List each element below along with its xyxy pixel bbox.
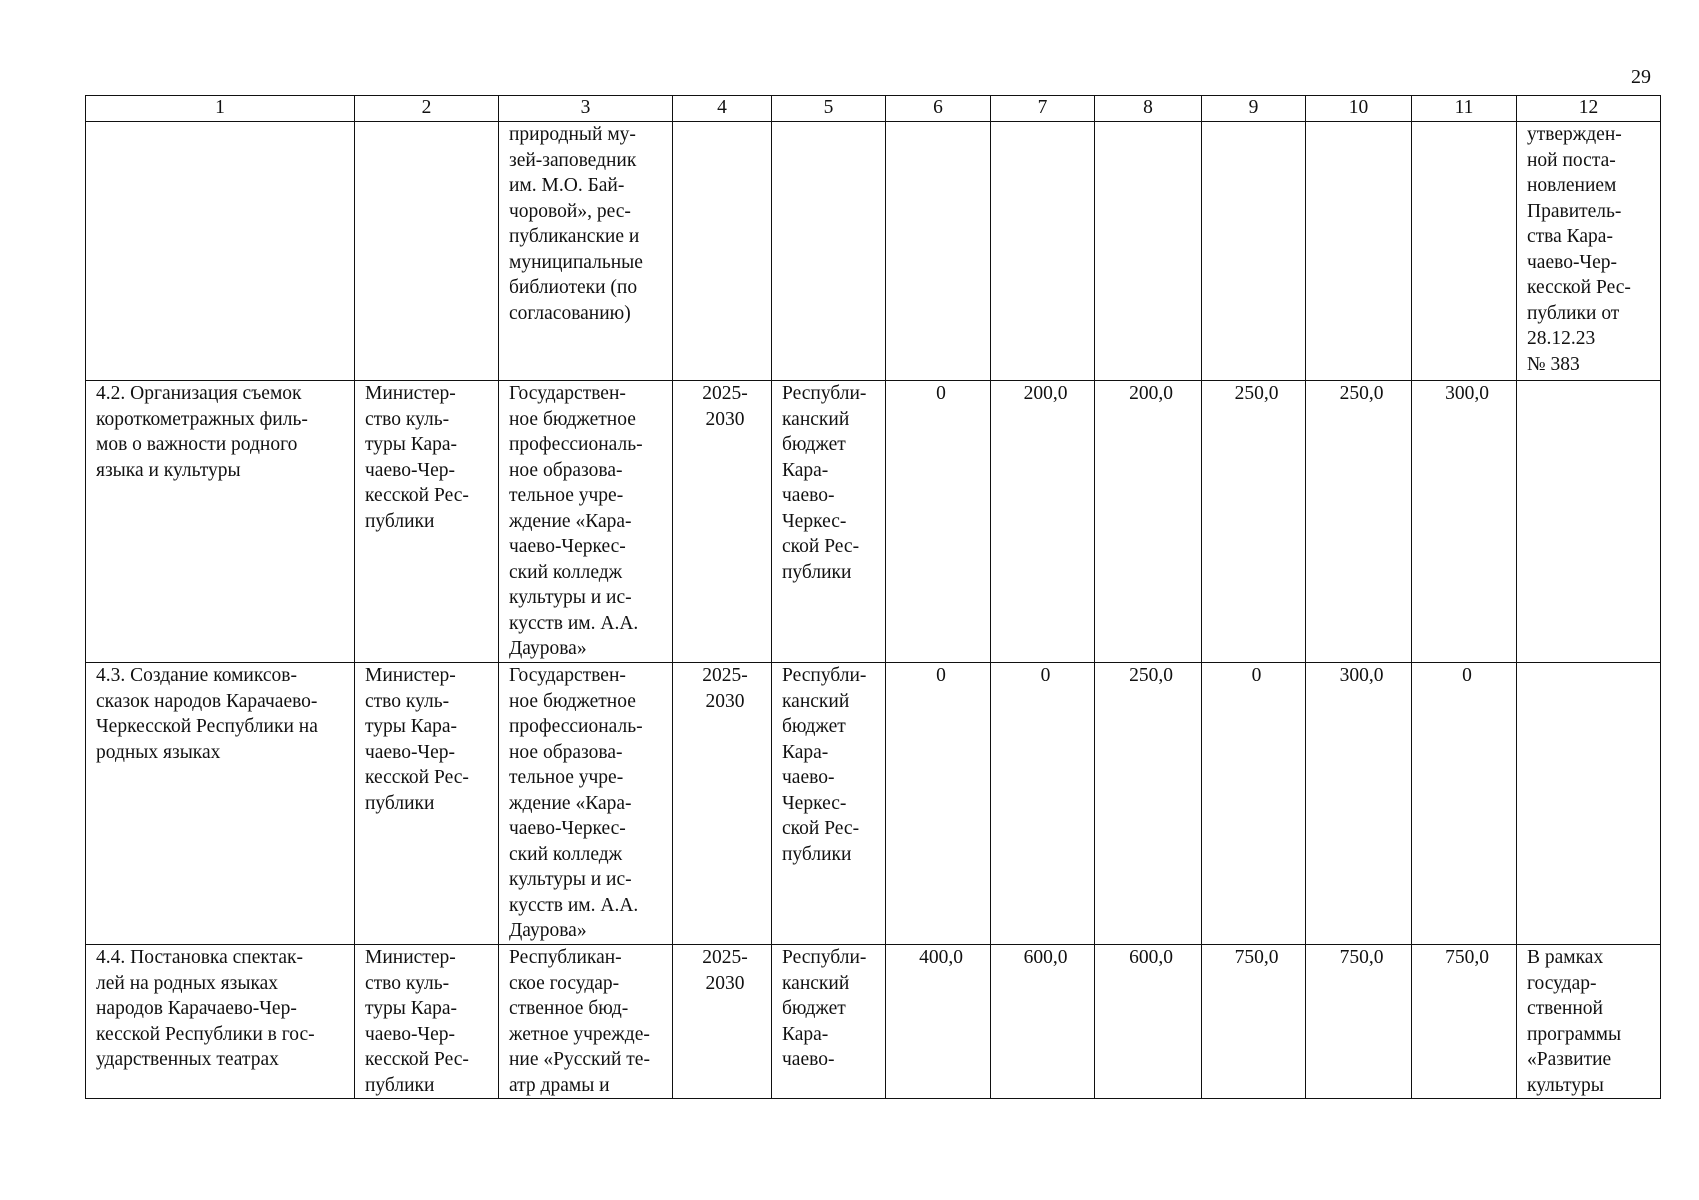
column-header: 11 — [1412, 96, 1517, 122]
amount-cell — [991, 122, 1095, 381]
column-number-header — [86, 96, 1661, 122]
column-header: 7 — [991, 96, 1095, 122]
table-row-4-2 — [86, 381, 1661, 663]
amount-cell: 300,0 — [1412, 381, 1517, 663]
amount-cell: 200,0 — [991, 381, 1095, 663]
funding-source-cell: Республи- канский бюджет Кара- чаево- — [772, 945, 886, 1099]
amount-cell — [1095, 122, 1202, 381]
table-row-4-3 — [86, 663, 1661, 945]
table-row-4-4 — [86, 945, 1661, 1099]
column-header: 4 — [673, 96, 772, 122]
responsible-cell: Министер- ство куль- туры Кара- чаево-Чер- кесской Рес- публики — [355, 381, 499, 663]
column-header: 12 — [1517, 96, 1661, 122]
amount-cell: 0 — [1412, 663, 1517, 945]
amount-cell: 250,0 — [1095, 663, 1202, 945]
note-cell — [1517, 381, 1661, 663]
participants-cell: Республикан- ское государ- ственное бюд- жетное учрежде- ние «Русский те- атр драмы и — [499, 945, 673, 1099]
column-header: 3 — [499, 96, 673, 122]
amount-cell — [1412, 122, 1517, 381]
funding-source-cell: Республи- канский бюджет Кара- чаево- Черкес- ской Рес- публики — [772, 381, 886, 663]
column-header: 9 — [1202, 96, 1306, 122]
column-header: 1 — [86, 96, 355, 122]
amount-cell: 750,0 — [1202, 945, 1306, 1099]
amount-cell: 600,0 — [991, 945, 1095, 1099]
column-header: 10 — [1306, 96, 1412, 122]
participants-cell: природный му- зей-заповедник им. М.О. Бай- чоровой», рес- публиканские и муниципальные библиотеки (по согласованию) — [499, 122, 673, 381]
note-cell: В рамках государ- ственной программы «Развитие культуры — [1517, 945, 1661, 1099]
amount-cell: 200,0 — [1095, 381, 1202, 663]
page-number: 29 — [1631, 66, 1651, 88]
amount-cell: 400,0 — [886, 945, 991, 1099]
amount-cell: 250,0 — [1202, 381, 1306, 663]
program-table — [85, 95, 1661, 1099]
amount-cell: 0 — [991, 663, 1095, 945]
column-header: 2 — [355, 96, 499, 122]
amount-cell — [1306, 122, 1412, 381]
amount-cell: 0 — [886, 663, 991, 945]
funding-source-cell — [772, 122, 886, 381]
period-cell: 2025-2030 — [673, 663, 772, 945]
responsible-cell: Министер- ство куль- туры Кара- чаево-Чер- кесской Рес- публики — [355, 945, 499, 1099]
column-header: 6 — [886, 96, 991, 122]
amount-cell — [886, 122, 991, 381]
event-name-cell: 4.4. Постановка спектак- лей на родных языках народов Карачаево-Чер- кесской Республики в гос- ударственных театрах — [86, 945, 355, 1099]
period-cell: 2025-2030 — [673, 945, 772, 1099]
responsible-cell: Министер- ство куль- туры Кара- чаево-Чер- кесской Рес- публики — [355, 663, 499, 945]
amount-cell: 0 — [1202, 663, 1306, 945]
period-cell — [673, 122, 772, 381]
funding-source-cell: Республи- канский бюджет Кара- чаево- Черкес- ской Рес- публики — [772, 663, 886, 945]
column-header: 5 — [772, 96, 886, 122]
event-name-cell: 4.2. Организация съемок короткометражных филь- мов о важности родного языка и культуры — [86, 381, 355, 663]
amount-cell — [1202, 122, 1306, 381]
amount-cell: 0 — [886, 381, 991, 663]
column-header: 8 — [1095, 96, 1202, 122]
amount-cell: 750,0 — [1412, 945, 1517, 1099]
event-name-cell — [86, 122, 355, 381]
amount-cell: 600,0 — [1095, 945, 1202, 1099]
table-row-continuation — [86, 122, 1661, 381]
participants-cell: Государствен- ное бюджетное профессиональ- ное образова- тельное учре- ждение «Кара- чаево-Черкес- ский колледж культуры и ис- кусств им. А.А. Даурова» — [499, 381, 673, 663]
amount-cell: 750,0 — [1306, 945, 1412, 1099]
period-cell: 2025-2030 — [673, 381, 772, 663]
responsible-cell — [355, 122, 499, 381]
amount-cell: 250,0 — [1306, 381, 1412, 663]
event-name-cell: 4.3. Создание комиксов- сказок народов Карачаево- Черкесской Республики на родных языках — [86, 663, 355, 945]
note-cell — [1517, 663, 1661, 945]
note-cell: утвержден- ной поста- новлением Правитель- ства Кара- чаево-Чер- кесской Рес- публики от 28.12.23 № 383 — [1517, 122, 1661, 381]
amount-cell: 300,0 — [1306, 663, 1412, 945]
participants-cell: Государствен- ное бюджетное профессиональ- ное образова- тельное учре- ждение «Кара- чаево-Черкес- ский колледж культуры и ис- кусств им. А.А. Даурова» — [499, 663, 673, 945]
